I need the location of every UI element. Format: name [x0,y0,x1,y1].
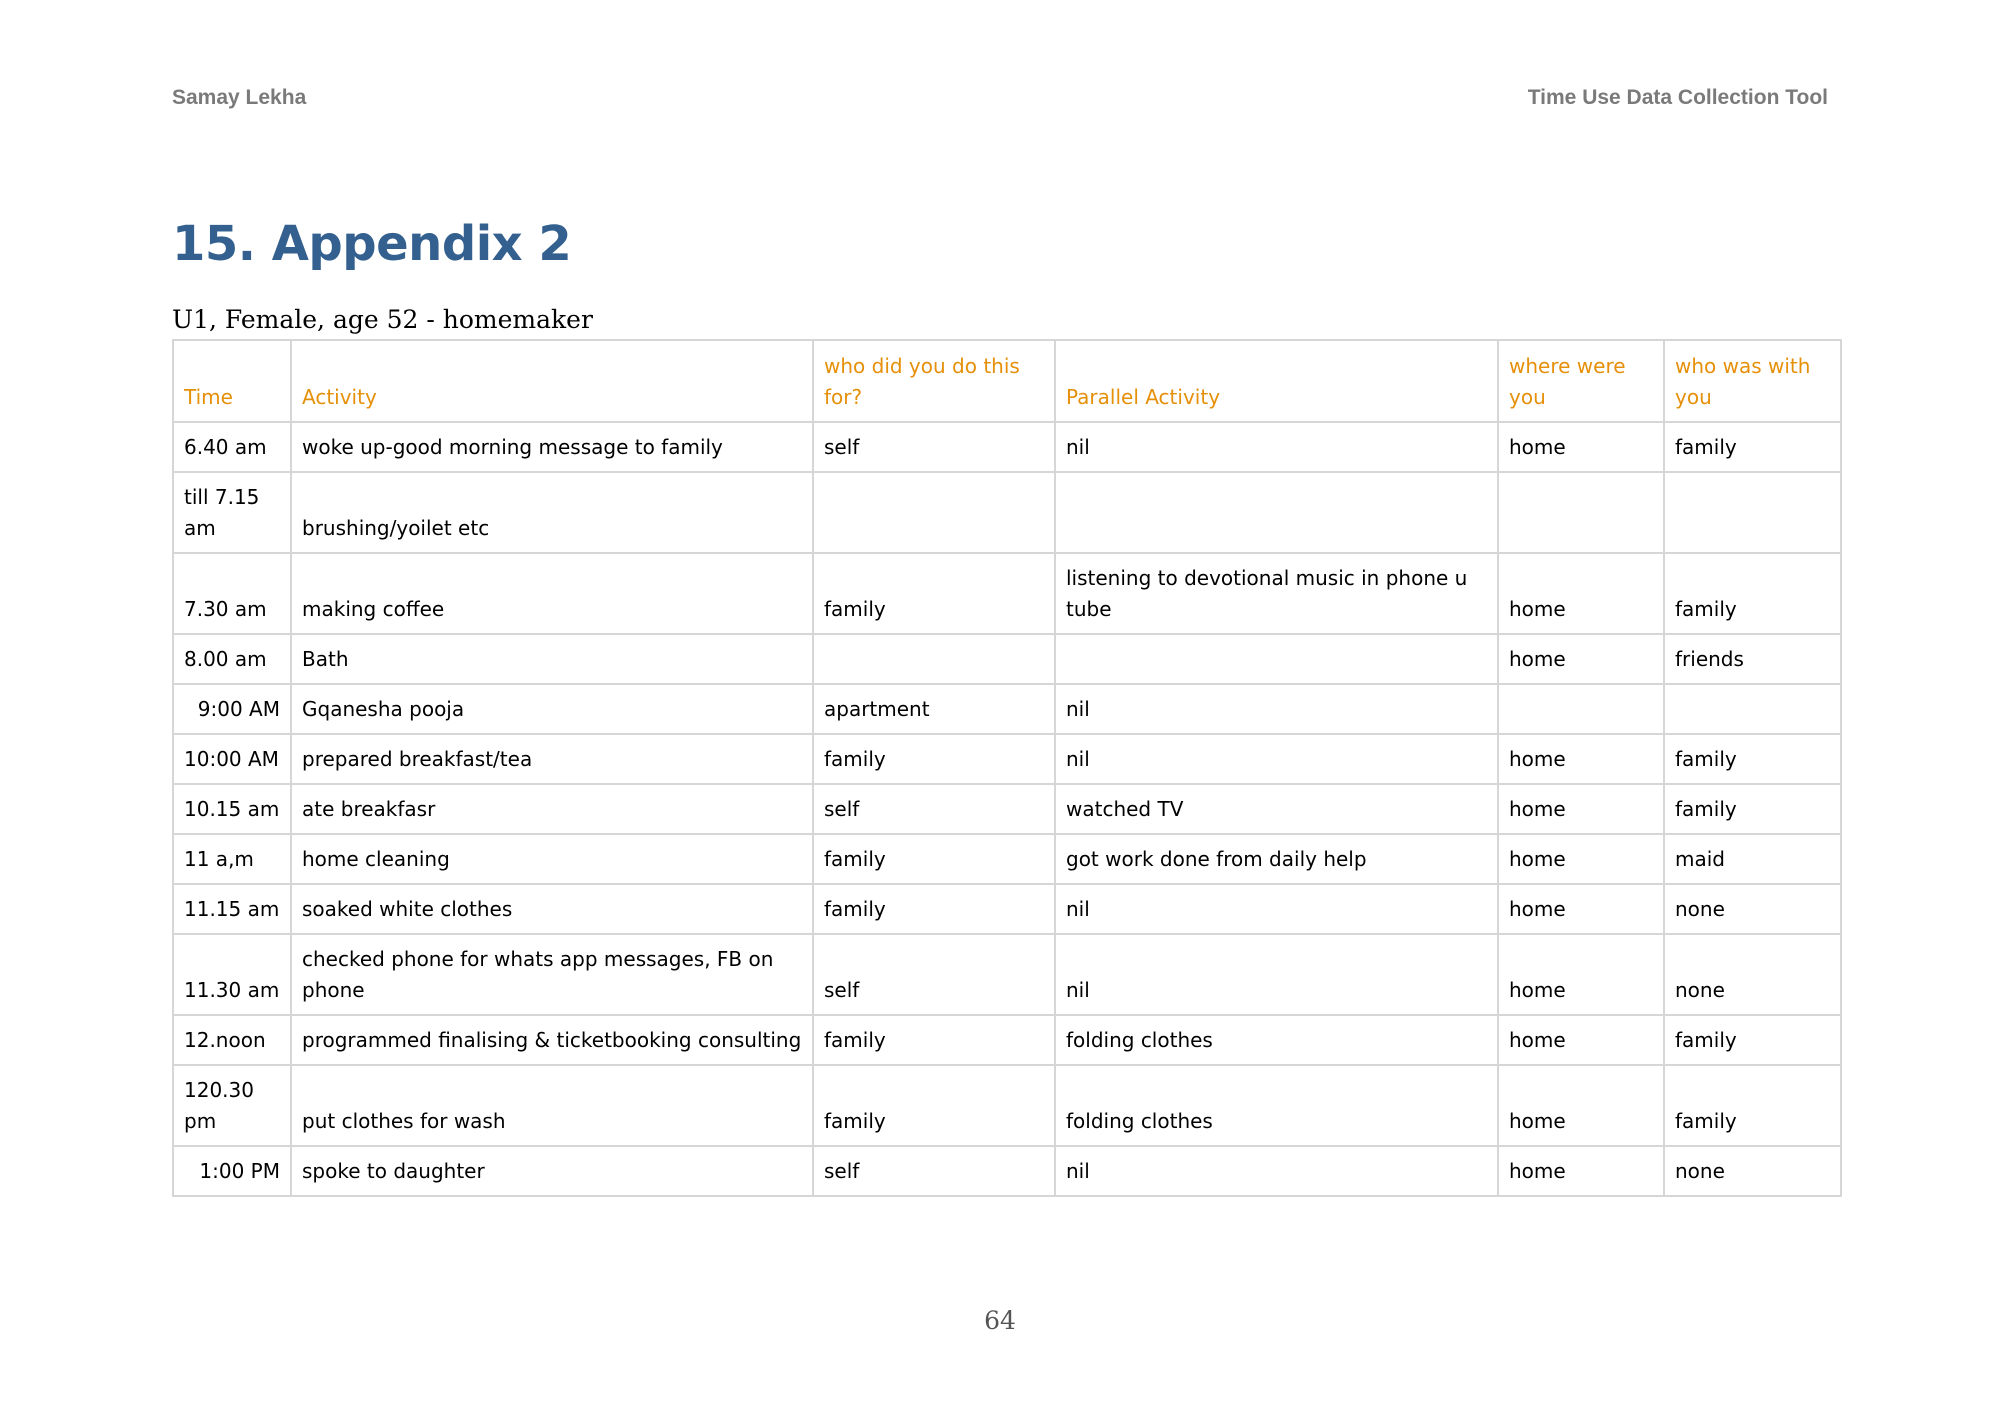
cell-activity: put clothes for wash [291,1065,813,1146]
table-row [173,884,1841,934]
cell-parallel-activity [1055,472,1498,553]
table-header-row [173,340,1841,422]
table-row [173,834,1841,884]
cell-parallel-activity: listening to devotional music in phone u tube [1055,553,1498,634]
cell-time: 10.15 am [173,784,291,834]
cell-who-for: family [813,834,1055,884]
table-row [173,422,1841,472]
cell-where: home [1498,634,1664,684]
cell-who-with: family [1664,422,1841,472]
cell-who-with: maid [1664,834,1841,884]
column-header-where: where were you [1498,340,1664,422]
cell-activity: spoke to daughter [291,1146,813,1196]
cell-parallel-activity: watched TV [1055,784,1498,834]
document-name: Samay Lekha [172,86,307,109]
column-header-activity: Activity [291,340,813,422]
cell-who-with: family [1664,1015,1841,1065]
cell-who-with: family [1664,1065,1841,1146]
table-row [173,784,1841,834]
cell-who-with: friends [1664,634,1841,684]
cell-who-for: self [813,422,1055,472]
cell-who-for: family [813,884,1055,934]
table-row [173,934,1841,1015]
cell-parallel-activity: got work done from daily help [1055,834,1498,884]
cell-activity: brushing/yoilet etc [291,472,813,553]
cell-who-for: family [813,553,1055,634]
cell-who-for [813,634,1055,684]
cell-time: 11.30 am [173,934,291,1015]
table-row [173,734,1841,784]
cell-parallel-activity: nil [1055,934,1498,1015]
cell-who-for: self [813,934,1055,1015]
cell-where: home [1498,1015,1664,1065]
cell-activity: Bath [291,634,813,684]
cell-activity: prepared breakfast/tea [291,734,813,784]
cell-where: home [1498,1065,1664,1146]
cell-activity: checked phone for whats app messages, FB on phone [291,934,813,1015]
time-use-table [172,339,1842,1197]
cell-activity: programmed finalising & ticketbooking consulting [291,1015,813,1065]
cell-time: 10:00 AM [173,734,291,784]
page-number: 64 [984,1306,1016,1335]
cell-who-with: family [1664,553,1841,634]
cell-who-with [1664,684,1841,734]
cell-time: 8.00 am [173,634,291,684]
cell-where: home [1498,834,1664,884]
cell-parallel-activity [1055,634,1498,684]
cell-parallel-activity: folding clothes [1055,1015,1498,1065]
cell-who-with: none [1664,884,1841,934]
cell-where: home [1498,784,1664,834]
table-row [173,1146,1841,1196]
column-header-parallel-activity: Parallel Activity [1055,340,1498,422]
cell-activity: woke up-good morning message to family [291,422,813,472]
cell-time: 1:00 PM [173,1146,291,1196]
table-row [173,684,1841,734]
cell-where: home [1498,734,1664,784]
table-row [173,634,1841,684]
cell-activity: ate breakfasr [291,784,813,834]
cell-parallel-activity: folding clothes [1055,1065,1498,1146]
table-row [173,472,1841,553]
cell-parallel-activity: nil [1055,1146,1498,1196]
cell-who-for: family [813,1015,1055,1065]
cell-who-with: family [1664,734,1841,784]
cell-time: 12.noon [173,1015,291,1065]
column-header-time: Time [173,340,291,422]
cell-where [1498,472,1664,553]
cell-who-for: self [813,784,1055,834]
cell-where: home [1498,1146,1664,1196]
cell-where: home [1498,553,1664,634]
document-subtitle: Time Use Data Collection Tool [1527,86,1828,109]
cell-time: 7.30 am [173,553,291,634]
column-header-who-with: who was with you [1664,340,1841,422]
cell-time: 9:00 AM [173,684,291,734]
cell-time: 11 a,m [173,834,291,884]
cell-time: 6.40 am [173,422,291,472]
cell-activity: home cleaning [291,834,813,884]
cell-who-for [813,472,1055,553]
cell-where: home [1498,934,1664,1015]
cell-who-for: apartment [813,684,1055,734]
table-row [173,1015,1841,1065]
cell-who-with: none [1664,934,1841,1015]
section-title: 15. Appendix 2 [172,216,572,272]
cell-who-with [1664,472,1841,553]
table-caption: U1, Female, age 52 - homemaker [172,305,593,334]
cell-parallel-activity: nil [1055,884,1498,934]
cell-who-for: family [813,734,1055,784]
cell-time: 120.30 pm [173,1065,291,1146]
cell-parallel-activity: nil [1055,422,1498,472]
cell-activity: Gqanesha pooja [291,684,813,734]
cell-parallel-activity: nil [1055,734,1498,784]
running-header [172,86,1828,110]
table-row [173,553,1841,634]
column-header-who-for: who did you do this for? [813,340,1055,422]
cell-who-with: family [1664,784,1841,834]
cell-parallel-activity: nil [1055,684,1498,734]
cell-where: home [1498,884,1664,934]
cell-where: home [1498,422,1664,472]
cell-activity: making coffee [291,553,813,634]
cell-time: 11.15 am [173,884,291,934]
cell-who-for: self [813,1146,1055,1196]
cell-activity: soaked white clothes [291,884,813,934]
table-row [173,1065,1841,1146]
cell-who-with: none [1664,1146,1841,1196]
cell-where [1498,684,1664,734]
cell-time: till 7.15 am [173,472,291,553]
cell-who-for: family [813,1065,1055,1146]
